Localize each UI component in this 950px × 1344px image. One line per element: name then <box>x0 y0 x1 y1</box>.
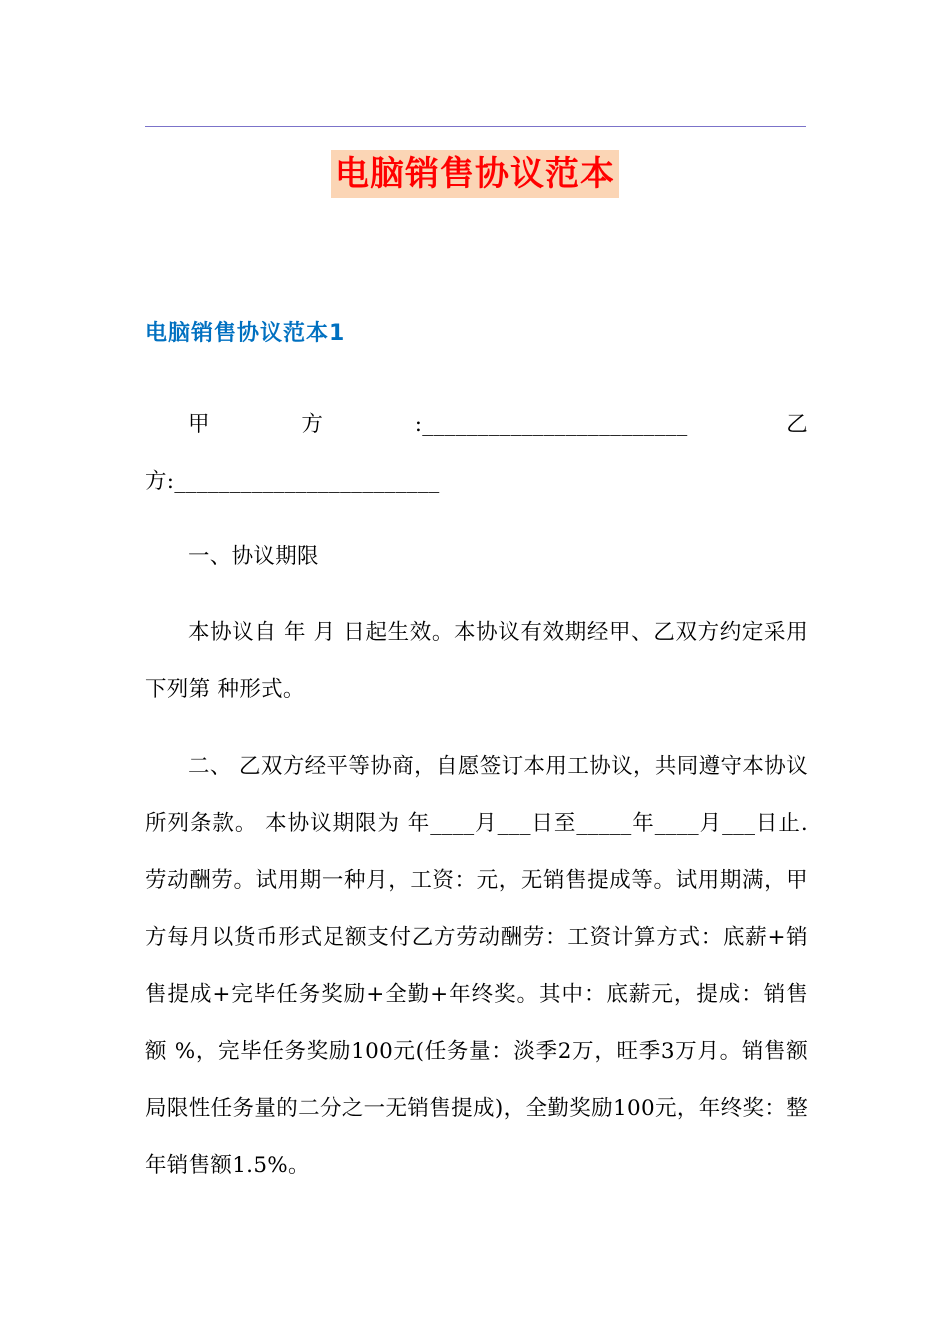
party-line: 甲方:________________________ 乙方:________________________ <box>145 412 808 494</box>
document-title-text: 电脑销售协议范本 <box>331 150 619 198</box>
clause-two-paragraph: 二、 乙双方经平等协商，自愿签订本用工协议，共同遵守本协议所列条款。 本协议期限为 年____月___日至_____年____月___日止. 劳动酬劳。试用期一种月，工资：元，无销售提成等。试用期满，甲方每月以货币形式足额支付乙方劳动酬劳：工资计算方式：底薪+销售提成+完毕任务奖励+全勤+年终奖。其中：底薪元，提成：销售额 %，完毕任务奖励100元(任务量：淡季2万，旺季3万月。销售额局限性任务量的二分之一无销售提成)，全勤奖励100元，年终奖：整年销售额1.5%。 <box>145 754 808 1178</box>
header-divider <box>145 126 806 127</box>
section-heading: 电脑销售协议范本1 <box>145 321 346 346</box>
term-body-paragraph: 本协议自 年 月 日起生效。本协议有效期经甲、乙双方约定采用下列第 种形式。 <box>145 620 808 702</box>
document-title <box>0 150 950 204</box>
term-heading: 一、协议期限 <box>188 544 319 569</box>
